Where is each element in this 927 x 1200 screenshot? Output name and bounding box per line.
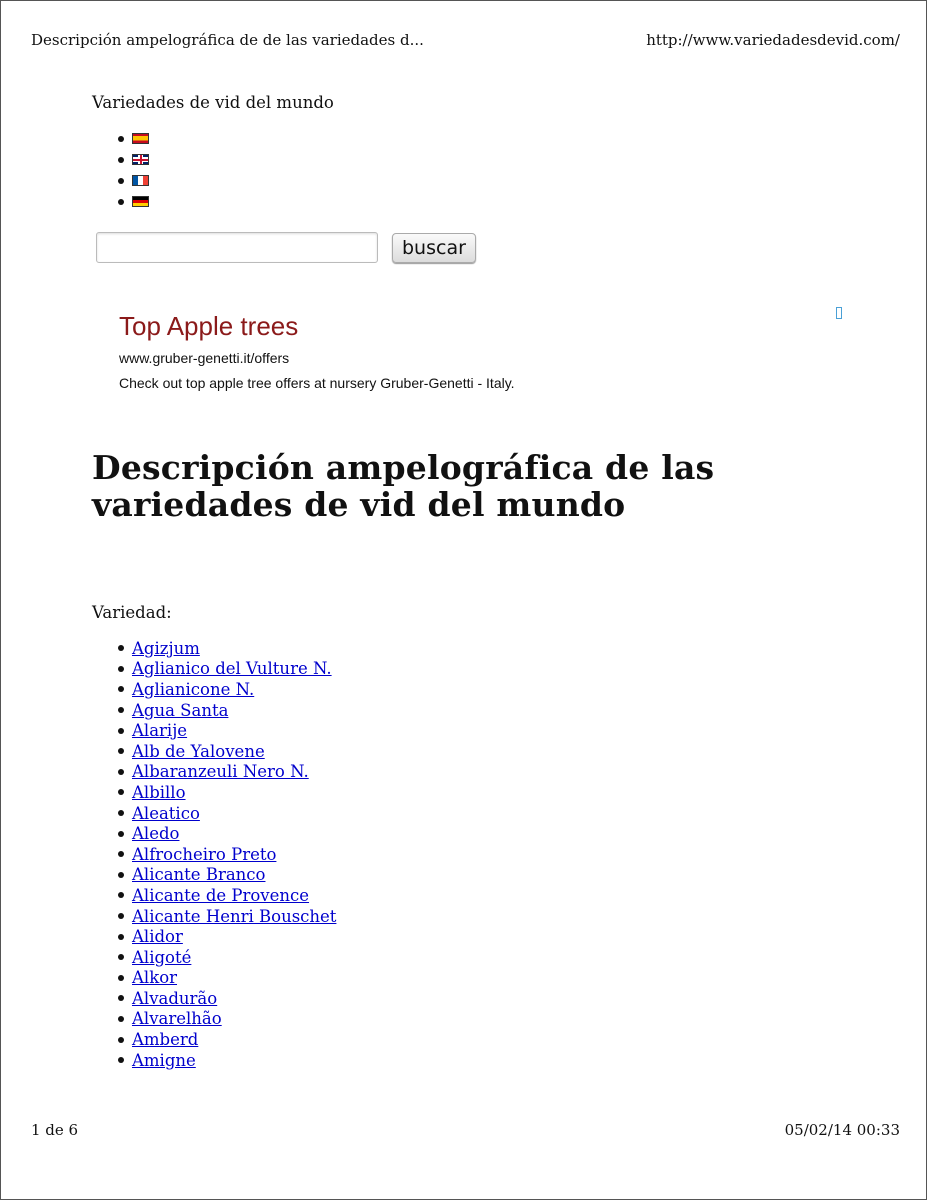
variety-link[interactable]: Alvarelhão [132, 1009, 222, 1029]
variety-link[interactable]: Amberd [132, 1030, 199, 1050]
list-item [118, 1009, 852, 1030]
bullet-icon [118, 975, 124, 981]
variety-list [92, 638, 852, 1070]
variety-link[interactable]: Alicante Henri Bouschet [132, 906, 337, 926]
language-list [92, 128, 852, 212]
bullet-icon [118, 851, 124, 857]
variety-link[interactable]: Aledo [132, 824, 180, 844]
page-title: Descripción ampelográfica de las variedades de vid del mundo [92, 448, 715, 524]
bullet-icon [118, 748, 124, 754]
bullet-icon [118, 686, 124, 692]
list-item [118, 638, 852, 659]
variety-link[interactable]: Alfrocheiro Preto [132, 844, 277, 864]
variety-link[interactable]: Aglianicone N. [132, 679, 255, 699]
ad-block[interactable] [119, 311, 739, 397]
header-page-title: Descripción ampelográfica de de las variedades d... [31, 31, 424, 49]
list-item [118, 720, 852, 741]
ad-url[interactable]: www.gruber-genetti.it/offers [119, 350, 290, 366]
print-header [31, 31, 900, 49]
list-item [118, 741, 852, 762]
list-item [118, 906, 852, 927]
print-footer [31, 1121, 900, 1139]
language-item-en[interactable] [118, 149, 852, 170]
variety-link[interactable]: Alvadurão [132, 988, 218, 1008]
ad-choices-icon[interactable] [836, 307, 842, 319]
site-name: Variedades de vid del mundo [92, 93, 334, 112]
variety-link[interactable]: Aleatico [132, 803, 200, 823]
variety-link[interactable]: Albillo [132, 782, 186, 802]
bullet-icon [118, 789, 124, 795]
variety-link[interactable]: Albaranzeuli Nero N. [132, 762, 309, 782]
bullet-icon [118, 892, 124, 898]
search-form [96, 232, 852, 263]
bullet-icon [118, 199, 124, 205]
list-item [118, 968, 852, 989]
variety-link[interactable]: Alarije [132, 721, 188, 741]
variety-link[interactable]: Amigne [132, 1050, 196, 1070]
bullet-icon [118, 954, 124, 960]
page-content [92, 93, 852, 1070]
search-button[interactable]: buscar [392, 233, 476, 263]
bullet-icon [118, 1057, 124, 1063]
list-item [118, 865, 852, 886]
list-item [118, 782, 852, 803]
variety-link[interactable]: Alkor [132, 968, 178, 988]
variety-link[interactable]: Alicante de Provence [132, 885, 310, 905]
print-datetime: 05/02/14 00:33 [784, 1121, 900, 1139]
variety-link[interactable]: Aglianico del Vulture N. [132, 659, 332, 679]
bullet-icon [118, 810, 124, 816]
language-item-de[interactable] [118, 191, 852, 212]
language-item-fr[interactable] [118, 170, 852, 191]
bullet-icon [118, 1037, 124, 1043]
header-url: http://www.variedadesdevid.com/ [646, 31, 900, 49]
bullet-icon [118, 157, 124, 163]
list-item [118, 885, 852, 906]
list-item [118, 659, 852, 680]
bullet-icon [118, 178, 124, 184]
variedad-label: Variedad: [92, 603, 172, 622]
variety-link[interactable]: Alb de Yalovene [132, 741, 265, 761]
bullet-icon [118, 872, 124, 878]
bullet-icon [118, 1016, 124, 1022]
variety-link[interactable]: Agua Santa [132, 700, 229, 720]
bullet-icon [118, 913, 124, 919]
list-item [118, 700, 852, 721]
es-flag-icon[interactable] [132, 133, 149, 144]
list-item [118, 679, 852, 700]
list-item [118, 1029, 852, 1050]
variety-link[interactable]: Aligoté [132, 947, 192, 967]
bullet-icon [118, 707, 124, 713]
bullet-icon [118, 934, 124, 940]
ad-title[interactable]: Top Apple trees [119, 311, 299, 341]
list-item [118, 762, 852, 783]
fr-flag-icon[interactable] [132, 175, 149, 186]
bullet-icon [118, 728, 124, 734]
list-item [118, 926, 852, 947]
variety-link[interactable]: Agizjum [132, 638, 200, 658]
page-number: 1 de 6 [31, 1121, 79, 1139]
bullet-icon [118, 645, 124, 651]
list-item [118, 803, 852, 824]
list-item [118, 823, 852, 844]
list-item [118, 844, 852, 865]
uk-flag-icon[interactable] [132, 154, 149, 165]
list-item [118, 947, 852, 968]
variety-link[interactable]: Alicante Branco [132, 865, 266, 885]
bullet-icon [118, 769, 124, 775]
list-item [118, 988, 852, 1009]
language-item-es[interactable] [118, 128, 852, 149]
variety-link[interactable]: Alidor [132, 927, 183, 947]
bullet-icon [118, 831, 124, 837]
bullet-icon [118, 136, 124, 142]
search-input[interactable] [96, 232, 378, 263]
ad-description: Check out top apple tree offers at nursery Gruber-Genetti - Italy. [119, 375, 515, 391]
de-flag-icon[interactable] [132, 196, 149, 207]
list-item [118, 1050, 852, 1071]
bullet-icon [118, 995, 124, 1001]
bullet-icon [118, 666, 124, 672]
